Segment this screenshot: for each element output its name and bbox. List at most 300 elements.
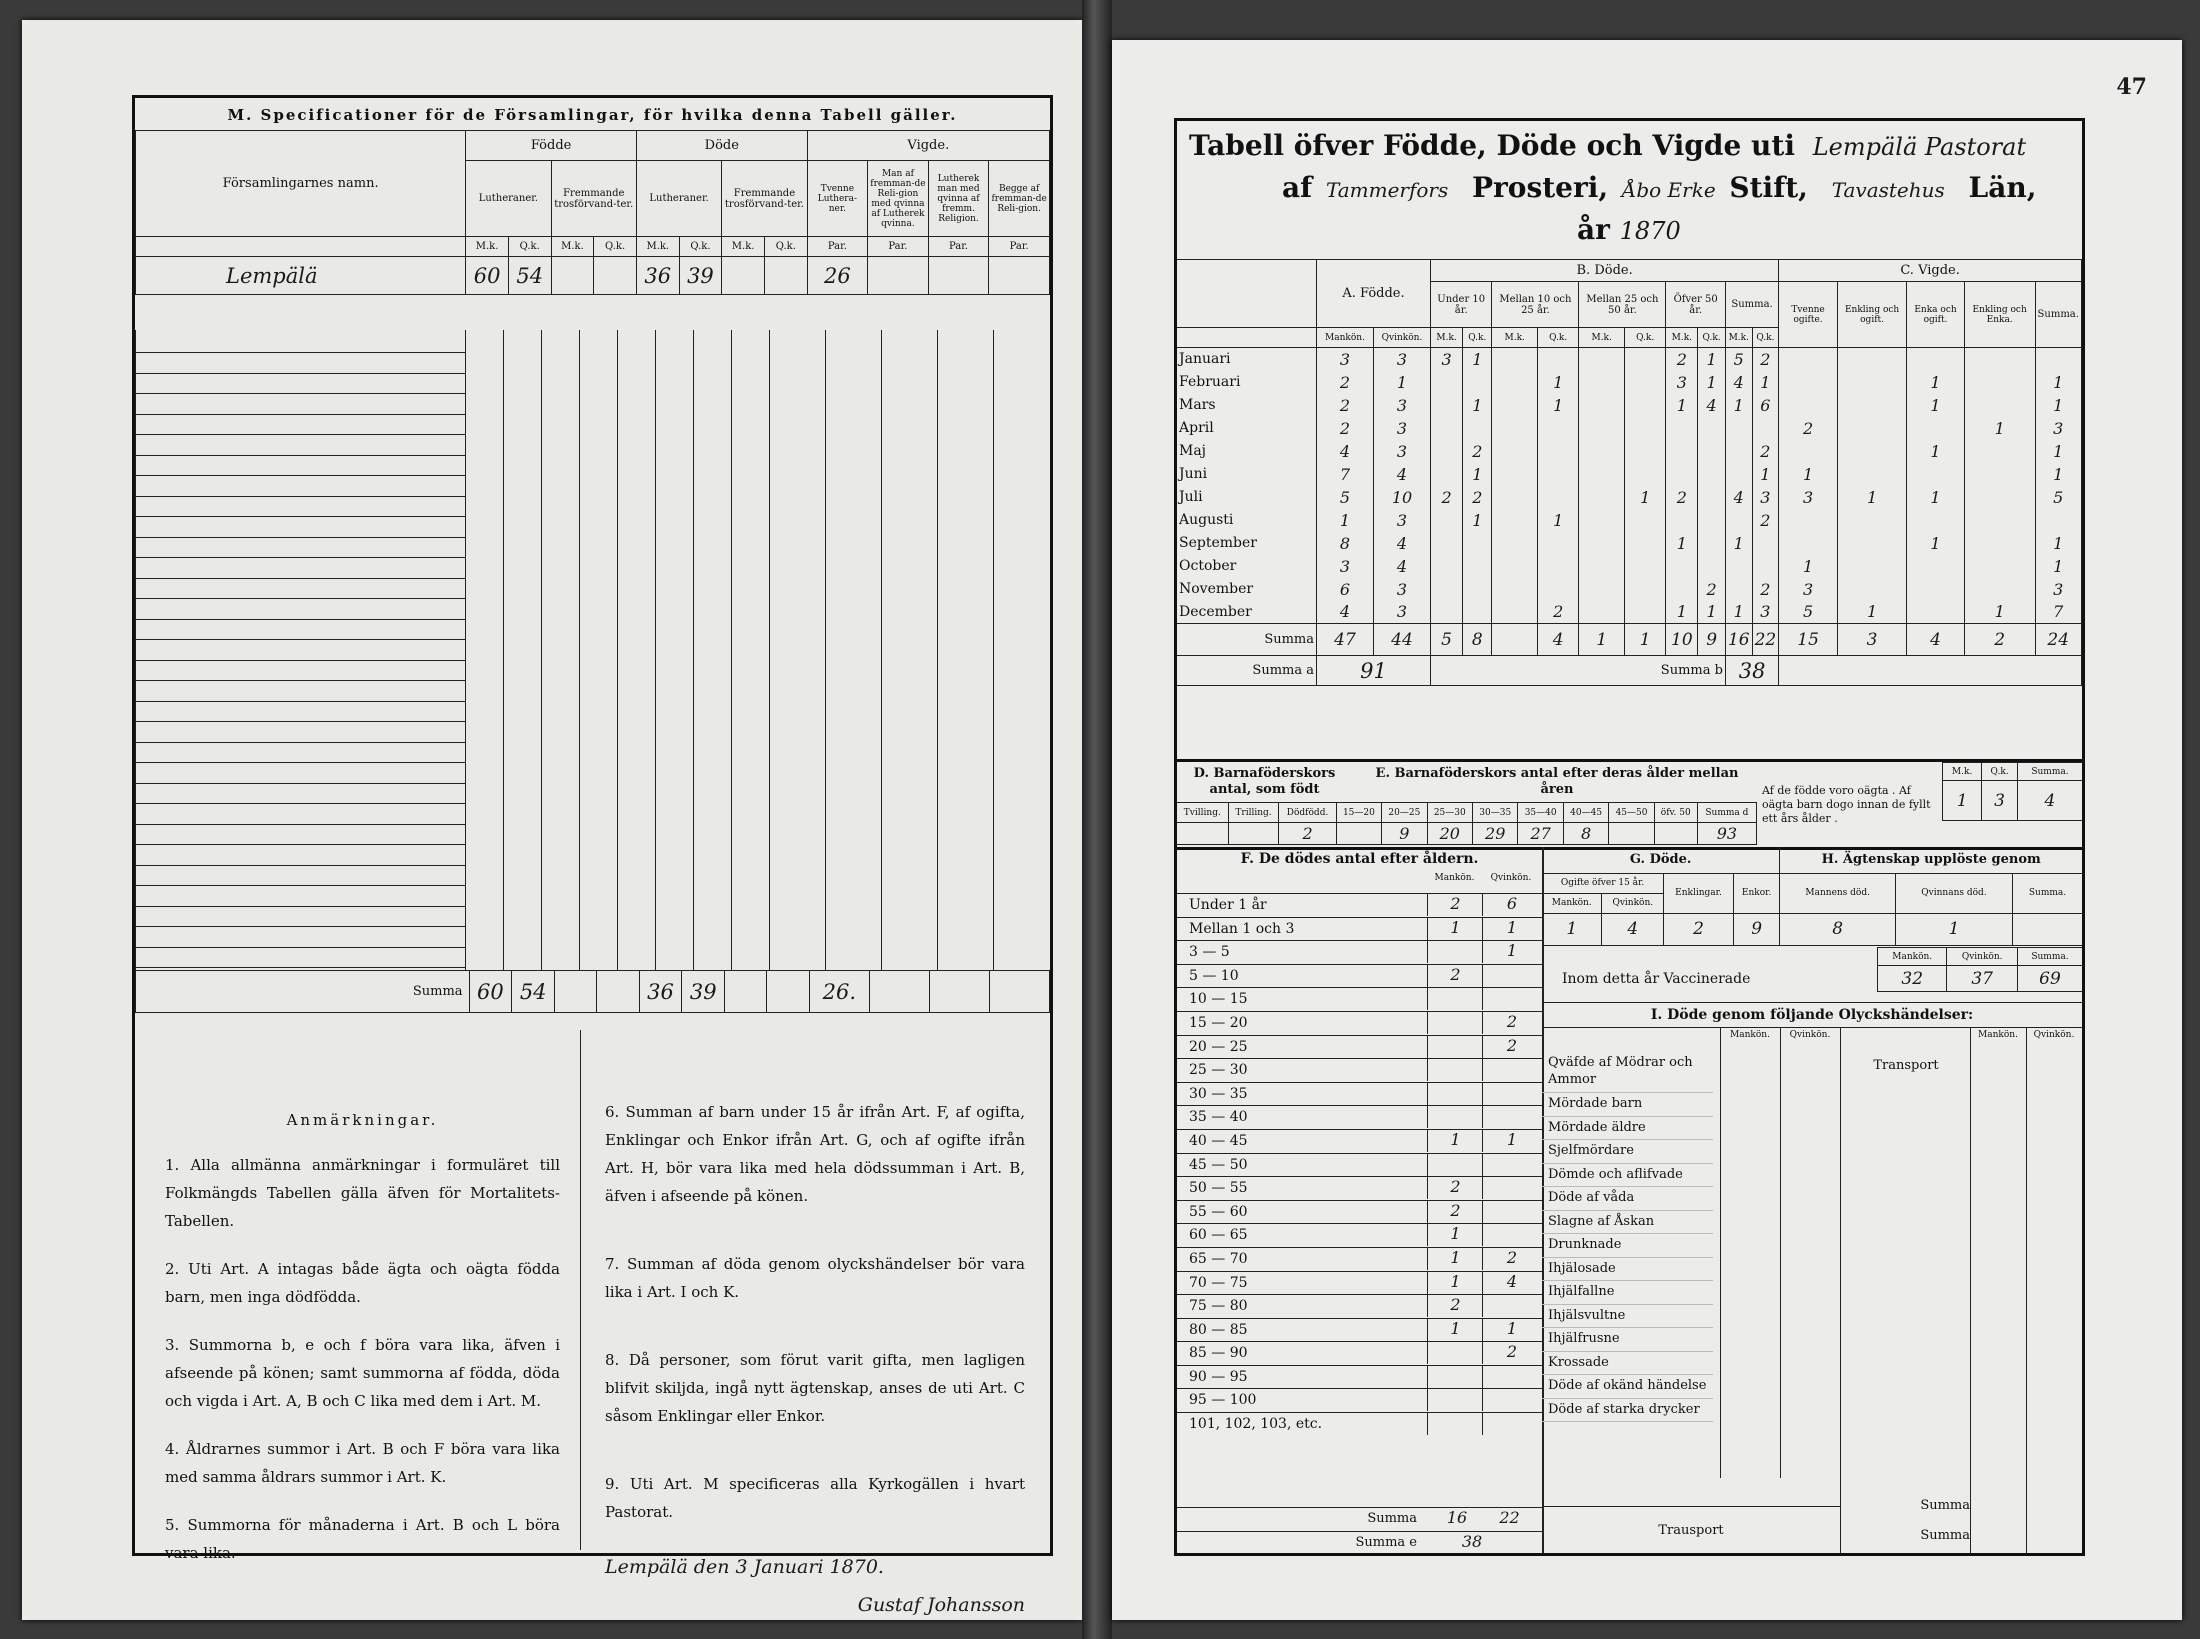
e-value: 27: [1518, 823, 1563, 845]
month-value: 1: [1779, 463, 1838, 486]
column-rule: [731, 330, 732, 970]
summa-value: 4: [1907, 624, 1965, 656]
f-summa-q: 22: [1499, 1508, 1520, 1527]
note-9: 9. Uti Art. M specificeras alla Kyrkogällen i hvart Pastorat.: [605, 1475, 1025, 1521]
e-value: 9: [1382, 823, 1427, 845]
gh-table: [1542, 847, 2082, 946]
f-section: [1177, 847, 1544, 1553]
f-summa-label: Summa: [1367, 1511, 1417, 1526]
note-1: 1. Alla allmänna anmärkningar i formuläret till Folkmängds Tabellen gälla äfven för Mortalitets-Tabellen.: [165, 1156, 560, 1230]
under-10: Under 10 år.: [1431, 282, 1492, 328]
qk-label: Q.k.: [508, 237, 551, 257]
accident-rows: [1542, 1054, 1842, 1422]
oagta-qk: 3: [1982, 781, 2018, 821]
summa-row-table: [135, 970, 1050, 1013]
month-value: [1666, 509, 1698, 532]
month-value: 1: [1907, 371, 1965, 394]
mk-label: M.k.: [1943, 763, 1982, 781]
row-rule: [135, 926, 465, 927]
month-value: 6: [1317, 578, 1374, 601]
row-rule: [135, 496, 465, 497]
age-mankon: 2: [1427, 1295, 1483, 1317]
row-rule: [135, 352, 465, 353]
month-label: Juni: [1177, 463, 1317, 486]
month-value: [1837, 555, 1906, 578]
age-qvinkon: [1482, 1366, 1541, 1388]
mk-label: M.k.: [466, 237, 509, 257]
summa-value: 60: [469, 971, 512, 1013]
summa-label: Summa: [136, 971, 470, 1013]
mk-label: M.k.: [1579, 328, 1625, 348]
month-value: [1579, 463, 1625, 486]
blank-cell: [136, 237, 466, 257]
summa-value: [725, 971, 767, 1013]
month-value: [1492, 532, 1538, 555]
blank-cell: [1177, 260, 1317, 328]
c-vigde-title: C. Vigde.: [1779, 260, 2082, 282]
column-rule: [503, 330, 504, 970]
group-dode: Döde: [636, 131, 807, 161]
age-mankon: [1427, 1154, 1483, 1176]
age-row: [1177, 1412, 1542, 1436]
age-qvinkon: 2: [1482, 1248, 1541, 1270]
row-rule: [135, 578, 465, 579]
month-value: [1666, 440, 1698, 463]
summa-value: 36: [639, 971, 682, 1013]
month-value: [1431, 440, 1463, 463]
age-mankon: 1: [1427, 1319, 1483, 1341]
prosteri-text: Prosteri,: [1472, 171, 1609, 204]
month-value: 5: [1779, 601, 1838, 624]
age-mankon: 2: [1427, 1177, 1483, 1199]
i-col-line: [1840, 1028, 1841, 1554]
mk-label: M.k.: [1431, 328, 1463, 348]
row-rule: [135, 680, 465, 681]
month-value: [1624, 578, 1665, 601]
row-rule: [135, 947, 465, 948]
month-value: 2: [1779, 417, 1838, 440]
f-summa-m: 16: [1446, 1508, 1468, 1527]
month-value: [1431, 371, 1463, 394]
month-row: [1177, 578, 2082, 601]
e-value: 29: [1473, 823, 1518, 845]
i-mankon: Mankön.: [1730, 1030, 1770, 1040]
month-value: [1837, 417, 1906, 440]
row-rule: [135, 721, 465, 722]
month-value: [1907, 601, 1965, 624]
month-value: [1725, 578, 1752, 601]
row-rule: [135, 373, 465, 374]
summa-value: 1: [1624, 624, 1665, 656]
month-value: [1752, 532, 1779, 555]
i-col-line: [1970, 1028, 1971, 1554]
month-value: 2: [1463, 440, 1492, 463]
month-value: [1907, 417, 1965, 440]
age-label: 95 — 100: [1189, 1392, 1257, 1409]
row-rule: [135, 967, 465, 968]
e-value: 93: [1697, 823, 1756, 845]
row-rule: [135, 742, 465, 743]
month-value: 2: [1666, 348, 1698, 371]
h-summa: Summa.: [2012, 873, 2082, 913]
month-value: [1431, 578, 1463, 601]
age-qvinkon: [1482, 1201, 1541, 1223]
row-rule: [135, 762, 465, 763]
spec-table: [135, 130, 1050, 295]
month-value: 4: [1725, 486, 1752, 509]
month-value: [1537, 555, 1578, 578]
par-label: Par.: [868, 237, 929, 257]
age-row: [1177, 1129, 1542, 1153]
summa-a-label: Summa a: [1177, 656, 1317, 686]
summa-value: 1: [1579, 624, 1625, 656]
parish-value: [764, 257, 807, 295]
month-value: [1698, 486, 1726, 509]
month-value: 1: [1463, 509, 1492, 532]
month-value: 2: [1752, 348, 1779, 371]
month-value: 1: [1837, 486, 1906, 509]
row-rule: [135, 701, 465, 702]
month-value: [1666, 417, 1698, 440]
month-value: [1537, 463, 1578, 486]
age-row: [1177, 1105, 1542, 1129]
d-value: [1177, 823, 1228, 845]
summa-b-value: 38: [1725, 656, 1778, 686]
month-value: 1: [1537, 394, 1578, 417]
summa-value: 39: [682, 971, 725, 1013]
month-value: [1624, 601, 1665, 624]
summa-value: [597, 971, 639, 1013]
month-value: 1: [1374, 371, 1431, 394]
age-label: 35 — 40: [1189, 1109, 1248, 1126]
age-label: 25 — 30: [1189, 1062, 1248, 1079]
right-page: [1112, 40, 2182, 1620]
month-value: [1463, 601, 1492, 624]
pastorat-hand: Lempälä Pastorat: [1812, 133, 2027, 161]
month-row: [1177, 463, 2082, 486]
row-rule: [135, 414, 465, 415]
mk-label: M.k.: [722, 237, 765, 257]
summa-value: 2: [1964, 624, 2035, 656]
age-group: 25—30: [1427, 803, 1472, 823]
title-block: [1177, 129, 2082, 249]
age-mankon: [1427, 1366, 1483, 1388]
age-row: [1177, 1318, 1542, 1342]
group-fodde: Födde: [466, 131, 637, 161]
month-value: [1492, 486, 1538, 509]
age-label: 70 — 75: [1189, 1274, 1248, 1291]
month-value: [1779, 371, 1838, 394]
g-value: 9: [1733, 913, 1779, 945]
age-mankon: 2: [1427, 965, 1483, 987]
qk-label: Q.k.: [679, 237, 722, 257]
tvenne-ogifte: Tvenne ogifte.: [1779, 282, 1838, 348]
de-section: [1177, 759, 2082, 850]
note-8: 8. Då personer, som förut varit gifta, men lagligen blifvit skiljda, ingå nytt ägtenskap, anses de uti Art. C såsom Enklingar eller Enkor.: [605, 1351, 1025, 1425]
age-group: 35—40: [1518, 803, 1563, 823]
left-page: [22, 20, 1082, 1620]
month-value: [1431, 509, 1463, 532]
month-value: 1: [2035, 440, 2082, 463]
month-row: [1177, 371, 2082, 394]
column-rule: [465, 330, 466, 970]
age-mankon: 1: [1427, 1248, 1483, 1270]
age-mankon: 1: [1427, 918, 1483, 940]
month-value: 3: [1374, 417, 1431, 440]
accident-label: Ihjälosade: [1542, 1258, 1713, 1282]
month-value: [1492, 601, 1538, 624]
parish-value: [722, 257, 765, 295]
summa-value: 22: [1752, 624, 1779, 656]
age-row: [1177, 1035, 1542, 1059]
month-value: 3: [1374, 578, 1431, 601]
age-mankon: [1427, 1413, 1483, 1435]
oagta-mk: 1: [1943, 781, 1982, 821]
age-mankon: [1427, 1106, 1483, 1128]
accident-label: Ihjälfrusne: [1542, 1328, 1713, 1352]
anm-title: Anmärkningar.: [286, 1111, 439, 1129]
row-rule: [135, 619, 465, 620]
age-qvinkon: 4: [1482, 1272, 1541, 1294]
month-value: 3: [2035, 417, 2082, 440]
age-group: 15—20: [1336, 803, 1381, 823]
month-value: [1579, 394, 1625, 417]
age-qvinkon: 6: [1482, 894, 1541, 916]
row-rule: [135, 537, 465, 538]
month-value: [1492, 371, 1538, 394]
age-group: 40—45: [1563, 803, 1608, 823]
row-rule: [135, 639, 465, 640]
col-fremmande-fodde: Fremmande trosförvand-ter.: [551, 161, 636, 237]
month-label: Maj: [1177, 440, 1317, 463]
age-qvinkon: 2: [1482, 1012, 1541, 1034]
signature-name: Gustaf Johansson: [857, 1594, 1025, 1616]
summa-value: 26.: [809, 971, 870, 1013]
summa-value: 10: [1666, 624, 1698, 656]
month-value: 5: [1725, 348, 1752, 371]
main-table: [1177, 259, 2082, 686]
month-value: [1752, 555, 1779, 578]
age-label: 5 — 10: [1189, 967, 1239, 984]
age-label: 55 — 60: [1189, 1203, 1248, 1220]
summa-label: Summa.: [2017, 948, 2082, 966]
month-value: [1725, 555, 1752, 578]
summa-f-label-2: Summa: [1920, 1528, 1970, 1543]
spec-title: M. Specificationer för de Församlingar, för hvilka denna Tabell gäller.: [227, 106, 958, 124]
e-value: 8: [1563, 823, 1608, 845]
qk-label: Q.k.: [764, 237, 807, 257]
month-value: [1964, 463, 2035, 486]
f-title: F. De dödes antal efter åldern.: [1240, 851, 1479, 867]
transport-label: Transport: [1873, 1058, 1939, 1073]
month-value: 1: [1779, 555, 1838, 578]
row-rule: [135, 516, 465, 517]
stift-hand: Åbo Erke: [1621, 178, 1716, 202]
month-value: [1666, 555, 1698, 578]
age-row: [1177, 1271, 1542, 1295]
mellan-25-50: Mellan 25 och 50 år.: [1579, 282, 1666, 328]
mellan-10-25: Mellan 10 och 25 år.: [1492, 282, 1579, 328]
month-value: [1698, 532, 1726, 555]
month-label: October: [1177, 555, 1317, 578]
age-label: 20 — 25: [1189, 1038, 1248, 1055]
col-tvenne: Tvenne Luthera-ner.: [807, 161, 867, 237]
age-mankon: [1427, 988, 1483, 1010]
age-qvinkon: [1482, 1295, 1541, 1317]
row-rule: [135, 824, 465, 825]
row-rule: [135, 434, 465, 435]
month-value: [1907, 555, 1965, 578]
month-value: [2035, 509, 2082, 532]
qvinkon-label: Qvinkön.: [1602, 893, 1664, 913]
af-text: af: [1282, 171, 1313, 204]
month-value: 3: [1431, 348, 1463, 371]
summa-row: [1177, 624, 2082, 656]
age-label: 30 — 35: [1189, 1085, 1248, 1102]
accident-label: Ihjälsvultne: [1542, 1305, 1713, 1329]
d-value: [1228, 823, 1279, 845]
month-row: [1177, 417, 2082, 440]
row-rule: [135, 803, 465, 804]
stift-text: Stift,: [1729, 171, 1808, 204]
qk-label: Q.k.: [1463, 328, 1492, 348]
month-value: 1: [1725, 601, 1752, 624]
row-rule: [135, 885, 465, 886]
month-value: [1431, 601, 1463, 624]
par-label: Par.: [807, 237, 867, 257]
column-rule: [135, 330, 136, 970]
row-rule: [135, 906, 465, 907]
month-value: [1431, 394, 1463, 417]
month-label: December: [1177, 601, 1317, 624]
month-value: 2: [1698, 578, 1726, 601]
oagta-summa: 4: [2017, 781, 2082, 821]
g-title: G. Döde.: [1542, 847, 1780, 873]
summa-e-label: Summa e: [1355, 1535, 1417, 1550]
month-value: [1579, 486, 1625, 509]
summa-value: 9: [1698, 624, 1726, 656]
month-value: [1964, 371, 2035, 394]
month-value: 1: [1907, 394, 1965, 417]
month-value: [1666, 463, 1698, 486]
age-mankon: [1427, 1342, 1483, 1364]
row-rule: [135, 844, 465, 845]
right-frame: [1174, 118, 2085, 1556]
month-value: [1463, 578, 1492, 601]
accident-label: Slagne af Åskan: [1542, 1211, 1713, 1235]
accident-label: Sjelfmördare: [1542, 1140, 1713, 1164]
age-qvinkon: 2: [1482, 1342, 1541, 1364]
parish-value: 36: [636, 257, 679, 295]
month-value: [1837, 348, 1906, 371]
month-value: 3: [1317, 348, 1374, 371]
age-row: [1177, 1341, 1542, 1365]
month-value: [1579, 578, 1625, 601]
age-label: Under 1 år: [1189, 897, 1267, 913]
month-value: [1698, 440, 1726, 463]
age-qvinkon: [1482, 1154, 1541, 1176]
trilling-label: Trilling.: [1228, 803, 1279, 823]
oagta-text: Af de födde voro oägta . Af oägta barn dogo innan de fyllt ett års ålder .: [1762, 784, 1931, 825]
age-row: [1177, 964, 1542, 988]
summa-label: Summa.: [2017, 763, 2082, 781]
qvinnans-dod: Qvinnans död.: [1896, 873, 2013, 913]
accident-label: Mördade äldre: [1542, 1117, 1713, 1141]
vacc-m: 32: [1878, 966, 1947, 992]
month-value: 1: [1698, 371, 1726, 394]
par-label: Par.: [928, 237, 989, 257]
age-label: 40 — 45: [1189, 1132, 1248, 1149]
month-value: 1: [2035, 532, 2082, 555]
note-6: 6. Summan af barn under 15 år ifrån Art. F, af ogifta, Enklingar och Enkor ifrån Art. G, och af ogifte ifrån Art. H, bör vara lika med hela dödssumman i Art. B, äfven i afseende på könen.: [605, 1103, 1025, 1205]
column-rule: [579, 330, 580, 970]
summa-value: 47: [1317, 624, 1374, 656]
age-label: 75 — 80: [1189, 1298, 1248, 1315]
age-qvinkon: 1: [1482, 1319, 1541, 1341]
month-value: 3: [1752, 601, 1779, 624]
parish-value: 54: [508, 257, 551, 295]
month-value: [1964, 394, 2035, 417]
col-parish: Församlingarnes namn.: [136, 131, 466, 237]
signature-place: Lempälä den 3 Januari 1870.: [605, 1556, 884, 1578]
month-value: [1964, 348, 2035, 371]
enkor-label: Enkor.: [1733, 873, 1779, 913]
summa-value: [767, 971, 809, 1013]
summa-value: 5: [1431, 624, 1463, 656]
e-title: E. Barnaföderskors antal efter deras ålder mellan åren: [1375, 766, 1739, 797]
f-mankon: Mankön.: [1434, 873, 1475, 883]
age-label: 80 — 85: [1189, 1321, 1248, 1338]
i-col-line: [2026, 1028, 2027, 1554]
age-row: [1177, 1153, 1542, 1177]
notes-left: [165, 1033, 560, 1587]
accident-label: Döde af okänd händelse: [1542, 1375, 1713, 1399]
month-value: 4: [1698, 394, 1726, 417]
lan-text: Län,: [1968, 171, 2037, 204]
age-label: 60 — 65: [1189, 1227, 1248, 1244]
month-value: 3: [1374, 509, 1431, 532]
month-value: 2: [1537, 601, 1578, 624]
e-value: [1609, 823, 1654, 845]
month-value: [1624, 532, 1665, 555]
month-value: [1837, 371, 1906, 394]
age-label: 50 — 55: [1189, 1180, 1248, 1197]
month-value: 1: [1624, 486, 1665, 509]
g-value: 4: [1602, 913, 1664, 945]
summa-value: [870, 971, 930, 1013]
month-value: 1: [1317, 509, 1374, 532]
month-value: 1: [1698, 348, 1726, 371]
i-title: I. Döde genom följande Olyckshändelser:: [1542, 1002, 2082, 1027]
summa-f-label: Summa: [1920, 1498, 1970, 1513]
month-value: [1779, 348, 1838, 371]
oagta-table: [1942, 762, 2082, 821]
month-row: [1177, 394, 2082, 417]
month-value: [1492, 394, 1538, 417]
month-value: 1: [1725, 532, 1752, 555]
qvinkon-label: Qvinkön.: [1947, 948, 2018, 966]
summa-value: 3: [1837, 624, 1906, 656]
month-value: 1: [2035, 394, 2082, 417]
month-value: [1907, 578, 1965, 601]
month-value: 4: [1374, 555, 1431, 578]
column-rule: [769, 330, 770, 970]
ofver-50: Öfver 50 år.: [1666, 282, 1726, 328]
parish-value: 26: [807, 257, 867, 295]
month-value: [1431, 532, 1463, 555]
month-value: [1779, 509, 1838, 532]
e-value: [1336, 823, 1381, 845]
